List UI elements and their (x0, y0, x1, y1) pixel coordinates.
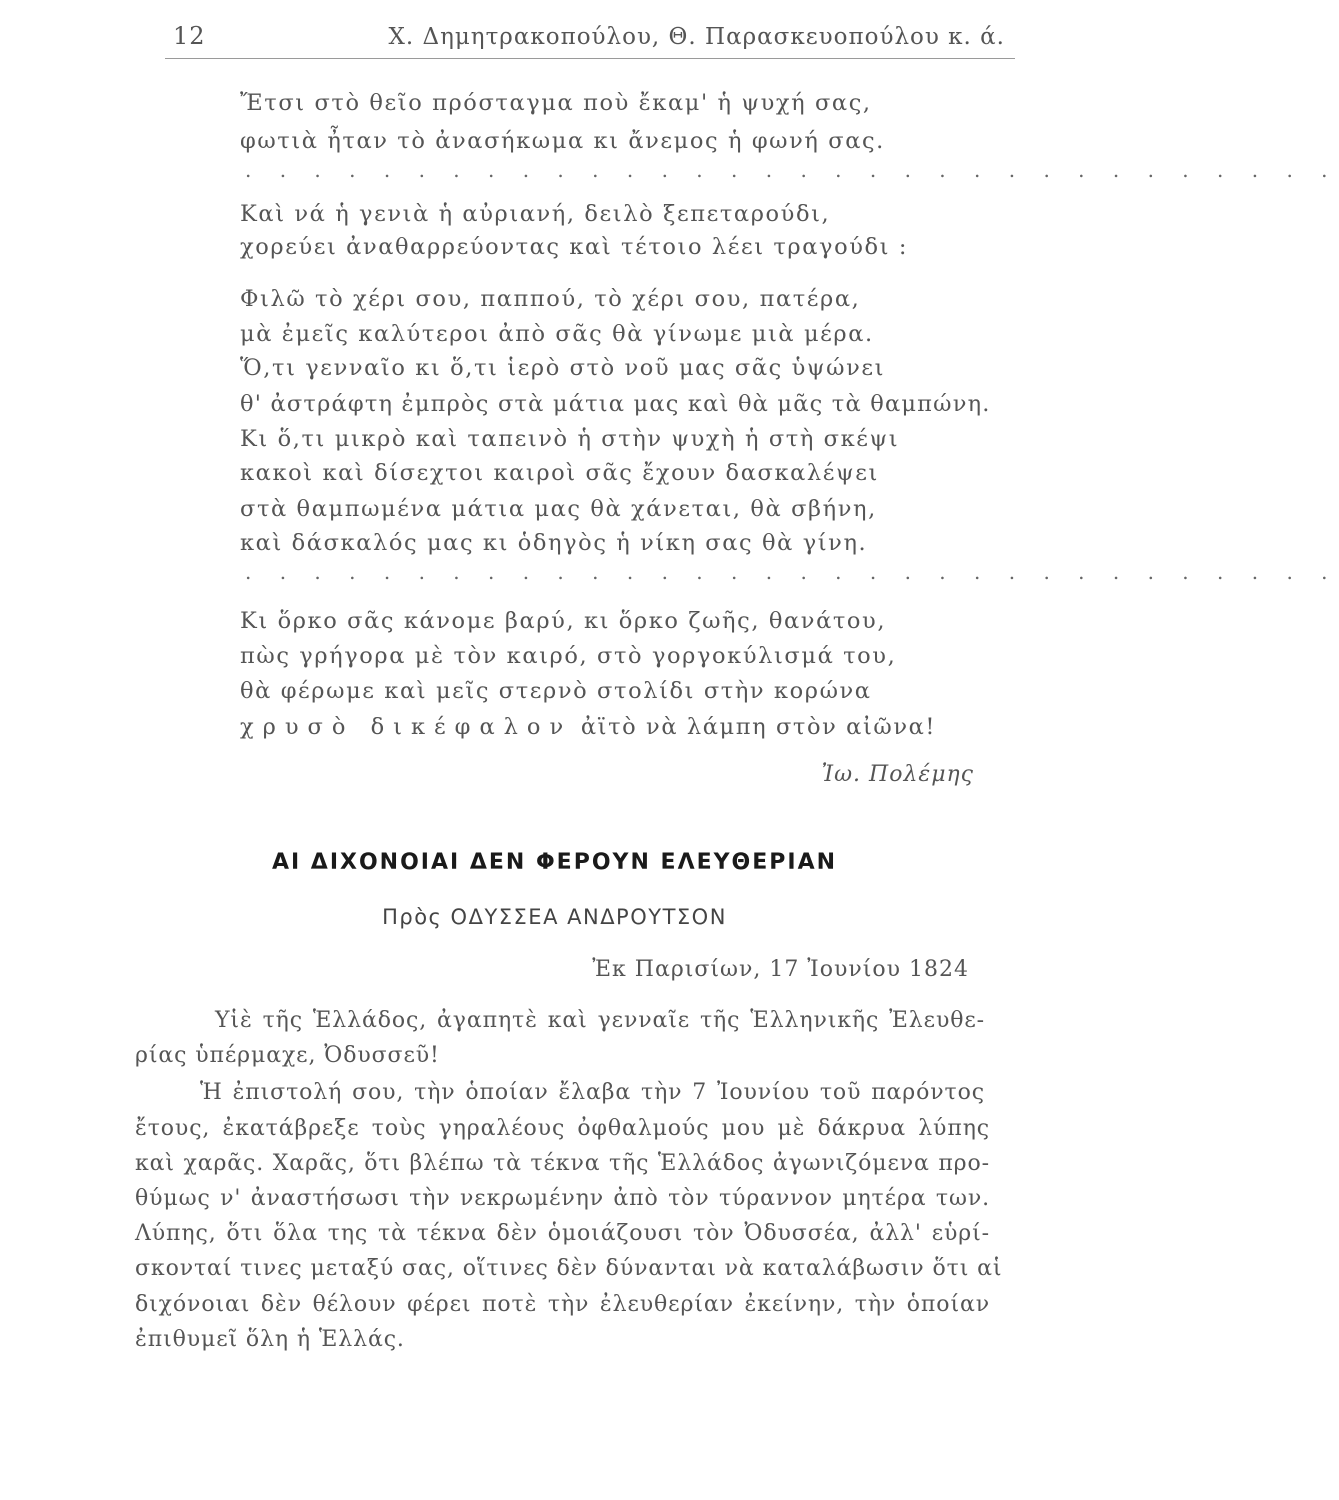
running-head: Χ. Δημητρακοπούλου, Θ. Παρασκευοπούλου κ. ά. (388, 24, 1005, 50)
poem-spaced-words: χρυσὸ δικέφαλον (240, 714, 573, 740)
letter-line: ἔτους, ἐκατάβρεξε τοὺς γηραλέους ὀφθαλμούς μου μὲ δάκρυα λύπης (135, 1116, 990, 1141)
letter-line: Υἱὲ τῆς Ἑλλάδος, ἀγαπητὲ καὶ γενναῖε τῆς Ἑλληνικῆς Ἐλευθε- (215, 1008, 985, 1033)
poem-line: Ἔτσι στὸ θεῖο πρόσταγμα ποὺ ἔκαμ' ἡ ψυχή σας, (240, 90, 872, 116)
letter-line: Ἡ ἐπιστολή σου, τὴν ὁποίαν ἔλαβα τὴν 7 Ἰουνίου τοῦ παρόντος (200, 1080, 985, 1105)
poem-line: θ' ἀστράφτη ἐμπρὸς στὰ μάτια μας καὶ θὰ μᾶς τὰ θαμπώνη. (240, 391, 991, 417)
letter-line: διχόνοιαι δὲν θέλουν φέρει ποτὲ τὴν ἐλευθερίαν ἐκείνην, τὴν ὁποίαν (135, 1292, 990, 1317)
poem-line: Κι ὅρκο σᾶς κάνομε βαρύ, κι ὅρκο ζωῆς, θανάτου, (240, 608, 887, 634)
poem-line: χορεύει ἀναθαρρεύοντας καὶ τέτοιο λέει τραγούδι : (240, 234, 909, 260)
ellipsis-row: . . . . . . . . . . . . . . . . . . . . . . . . . . . . . . . . (245, 158, 1339, 182)
letter-recipient: Πρὸς ΟΔΥΣΣΕΑ ΑΝΔΡΟΥΤΣΟΝ (382, 905, 727, 929)
poem-line: πὼς γρήγορα μὲ τὸν καιρό, στὸ γοργοκύλισμά του, (240, 643, 897, 669)
letter-dateline: Ἐκ Παρισίων, 17 Ἰουνίου 1824 (592, 957, 969, 982)
poem-line: Καὶ νά ἡ γενιὰ ἡ αὐριανή, δειλὸ ξεπεταρούδι, (240, 201, 831, 227)
poem-line: φωτιὰ ἦταν τὸ ἀνασήκωμα κι ἄνεμος ἡ φωνή σας. (240, 128, 885, 154)
page-header (165, 18, 1015, 59)
letter-line: Λύπης, ὅτι ὅλα της τὰ τέκνα δὲν ὁμοιάζουσι τὸν Ὀδυσσέα, ἀλλ' εὑρί- (135, 1221, 990, 1246)
poem-line: μὰ ἐμεῖς καλύτεροι ἀπὸ σᾶς θὰ γίνωμε μιὰ μέρα. (240, 321, 874, 347)
letter-line: σκονταί τινες μεταξύ σας, οἵτινες δὲν δύνανται νὰ καταλάβωσιν ὅτι αἱ (135, 1256, 1003, 1281)
poem-line (240, 716, 936, 739)
poem-line: κακοὶ καὶ δίσεχτοι καιροὶ σᾶς ἔχουν δασκαλέψει (240, 460, 879, 486)
letter-line: καὶ χαρᾶς. Χαρᾶς, ὅτι βλέπω τὰ τέκνα τῆς Ἑλλάδος ἀγωνιζόμενα προ- (135, 1151, 990, 1176)
letter-title: ΑΙ ΔΙΧΟΝΟΙΑΙ ΔΕΝ ΦΕΡΟΥΝ ΕΛΕΥΘΕΡΙΑΝ (271, 850, 838, 875)
poem-line: Κι ὅ,τι μικρὸ καὶ ταπεινὸ ἡ στὴν ψυχὴ ἡ στὴ σκέψι (240, 426, 900, 452)
poem-line: θὰ φέρωμε καὶ μεῖς στερνὸ στολίδι στὴν κορώνα (240, 678, 872, 704)
poem-signature: Ἰω. Πολέμης (821, 762, 974, 787)
poem-line: καὶ δάσκαλός μας κι ὁδηγὸς ἡ νίκη σας θὰ γίνη. (240, 530, 868, 556)
ellipsis-row: . . . . . . . . . . . . . . . . . . . . . . . . . . . . . . . . (245, 560, 1339, 584)
poem-line-end: ἀϊτὸ νὰ λάμπη στὸν αἰῶνα! (580, 714, 937, 740)
poem-line: Φιλῶ τὸ χέρι σου, παππού, τὸ χέρι σου, πατέρα, (240, 286, 861, 312)
letter-line: θύμως ν' ἀναστήσωσι τὴν νεκρωμένην ἀπὸ τὸν τύραννον μητέρα των. (135, 1186, 990, 1211)
poem-line: Ὅ,τι γενναῖο κι ὅ,τι ἱερὸ στὸ νοῦ μας σᾶς ὑψώνει (240, 355, 886, 381)
letter-line: ρίας ὑπέρμαχε, Ὀδυσσεῦ! (135, 1043, 440, 1068)
letter-line: ἐπιθυμεῖ ὅλη ἡ Ἑλλάς. (135, 1327, 405, 1352)
page-number: 12 (173, 22, 206, 50)
poem-line: στὰ θαμπωμένα μάτια μας θὰ χάνεται, θὰ σβήνη, (240, 496, 877, 522)
